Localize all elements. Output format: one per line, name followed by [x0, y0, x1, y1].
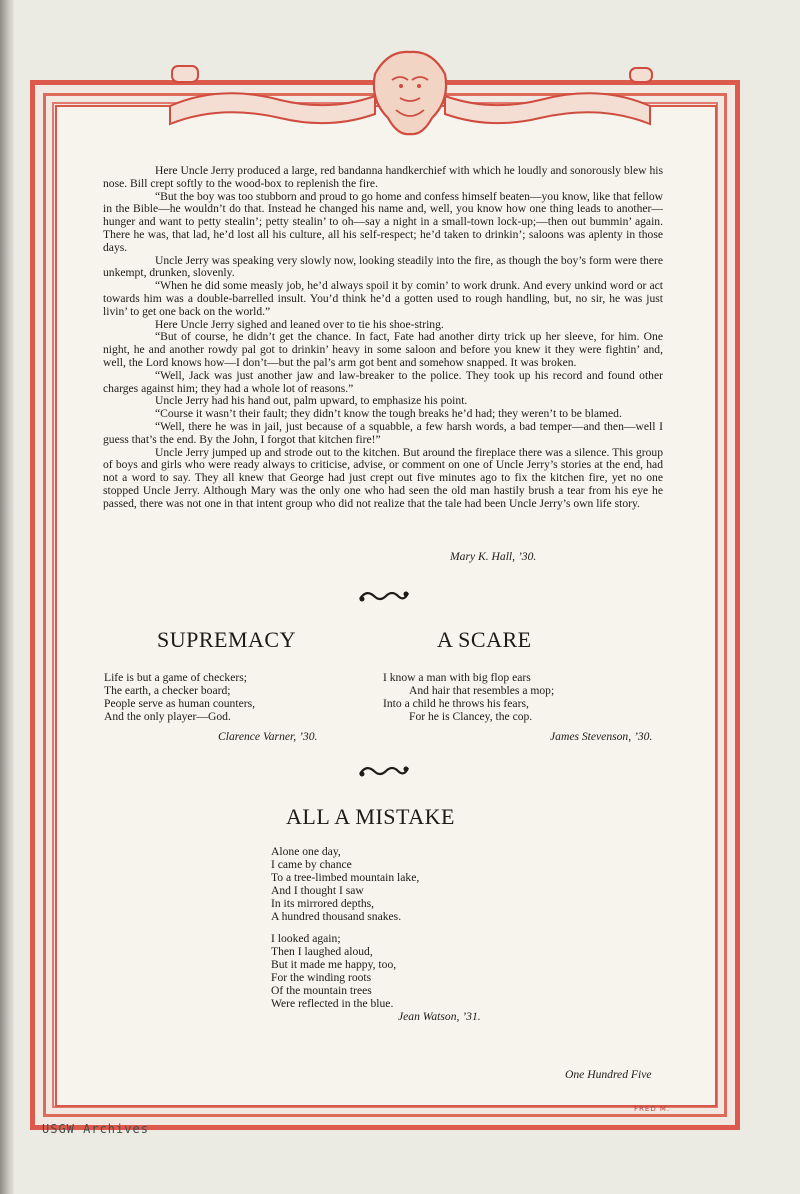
- scroll-banner-crest: [160, 44, 660, 136]
- poem-line: I came by chance: [271, 858, 352, 871]
- story-paragraph: Uncle Jerry jumped up and strode out to the kitchen. But around the fireplace there was a silence. This group of boys and girls who were ready always to criticise, advise, or comment on one of Uncle Jerry’s stories at the end, had not a word to say. They all knew that George had just crept out five minutes ago to fix the kitchen fire, yet no one stopped Uncle Jerry. Although Mary was the only one who had seen the old man hastily brush a tear from his eye he passed, there was not one in that intent group who did not realize that the tale had been Uncle Jerry’s own life story.: [103, 445, 663, 510]
- scroll-ornament-icon: [356, 762, 412, 780]
- poem-line: Of the mountain trees: [271, 984, 372, 997]
- poem-line: Into a child he throws his fears,: [383, 697, 529, 710]
- poem-line: In its mirrored depths,: [271, 897, 375, 910]
- poem-line: For the winding roots: [271, 971, 372, 984]
- archive-watermark: USGW Archives: [42, 1122, 149, 1136]
- poem-line: But it made me happy, too,: [271, 958, 397, 971]
- poem-line: Life is but a game of checkers;: [104, 671, 247, 684]
- poem-line: The earth, a checker board;: [104, 684, 231, 697]
- story-paragraph: Here Uncle Jerry sighed and leaned over to tie his shoe-string.: [155, 317, 444, 331]
- story-paragraph: “Well, there he was in jail, just because of a squabble, a few harsh words, a bad temper—and then—well I guess that’s the end. By the John, I forgot that kitchen fire!”: [103, 419, 663, 446]
- story-paragraph: “But the boy was too stubborn and proud to go home and confess himself beaten—you know, like that fellow in the Bible—he wouldn’t do that. Instead he changed his name and, well, you know how one thing leads to another—hunger and want to petty stealin’; petty stealin’ to oh—say a night in a small-town lock-up;—then out bummin’ again. There he was, that lad, he’d lost all his culture, all his self-respect; he’d taken to drinkin’; saloons was aplenty in those days.: [103, 189, 663, 254]
- book-spine-shadow: [0, 0, 14, 1194]
- poem-line: To a tree-limbed mountain lake,: [271, 871, 420, 884]
- page-number: One Hundred Five: [565, 1068, 652, 1081]
- poem-line: A hundred thousand snakes.: [271, 910, 402, 923]
- poem-scare-lines: [383, 671, 554, 723]
- poem-line: And hair that resembles a mop;: [409, 684, 555, 697]
- poem-supremacy-author: Clarence Varner, ’30.: [218, 730, 318, 743]
- poem-mistake-stanza-2: [271, 932, 396, 1010]
- story-author: Mary K. Hall, ’30.: [450, 550, 537, 563]
- story-paragraph: Uncle Jerry was speaking very slowly now, looking steadily into the fire, as though the boy’s form were there unkempt, drunken, slovenly.: [103, 253, 663, 280]
- poem-title-scare: A SCARE: [437, 627, 532, 652]
- poem-line: I know a man with big flop ears: [383, 671, 531, 684]
- poem-line: Alone one day,: [271, 845, 341, 858]
- artist-signature: FRED M.: [634, 1105, 671, 1113]
- poem-scare-author: James Stevenson, ’30.: [550, 730, 653, 743]
- poem-line: Were reflected in the blue.: [271, 997, 394, 1010]
- scroll-ornament-icon: [356, 587, 412, 605]
- poem-line: I looked again;: [271, 932, 341, 945]
- story-paragraph: “Course it wasn’t their fault; they didn’t know the tough breaks he’d had; they weren’t to be blamed.: [155, 407, 622, 421]
- story-paragraph: “But of course, he didn’t get the chance. In fact, Fate had another dirty trick up her sleeve, for him. One night, he and another rowdy pal got to drinkin’ heavy in some saloon and before you knew it they were fightin’ and, well, the Lord knows how—I don’t—but the pal’s arm got bent and somehow snapped. It was broken.: [103, 330, 663, 369]
- poem-line: And I thought I saw: [271, 884, 364, 897]
- story-paragraph: Uncle Jerry had his hand out, palm upward, to emphasize his point.: [155, 394, 468, 408]
- poem-supremacy-lines: [104, 671, 255, 723]
- story-paragraph: Here Uncle Jerry produced a large, red bandanna handkerchief with which he loudly and sonorously blew his nose. Bill crept softly to the wood-box to replenish the fire.: [103, 164, 663, 190]
- poem-line: And the only player—God.: [104, 710, 231, 723]
- poem-title-mistake: ALL A MISTAKE: [286, 804, 455, 829]
- poem-mistake-stanza-1: [271, 845, 419, 923]
- poem-line: People serve as human counters,: [104, 697, 255, 710]
- poem-line: For he is Clancey, the cop.: [409, 710, 533, 723]
- story-text: [103, 165, 663, 511]
- story-paragraph: “When he did some measly job, he’d always spoil it by comin’ to work drunk. And every unkind word or act towards him was a double-barrelled insult. You’d think he’d a gotten used to rough handling, but, no sir, he was just livin’ to get one back on the world.”: [103, 279, 663, 318]
- poem-mistake-author: Jean Watson, ’31.: [398, 1010, 481, 1023]
- poem-title-supremacy: SUPREMACY: [157, 627, 296, 652]
- story-paragraph: “Well, Jack was just another jaw and law-breaker to the police. They took up his record and found other charges against him; they had a whole lot of reasons.”: [103, 368, 663, 395]
- poem-line: Then I laughed aloud,: [271, 945, 373, 958]
